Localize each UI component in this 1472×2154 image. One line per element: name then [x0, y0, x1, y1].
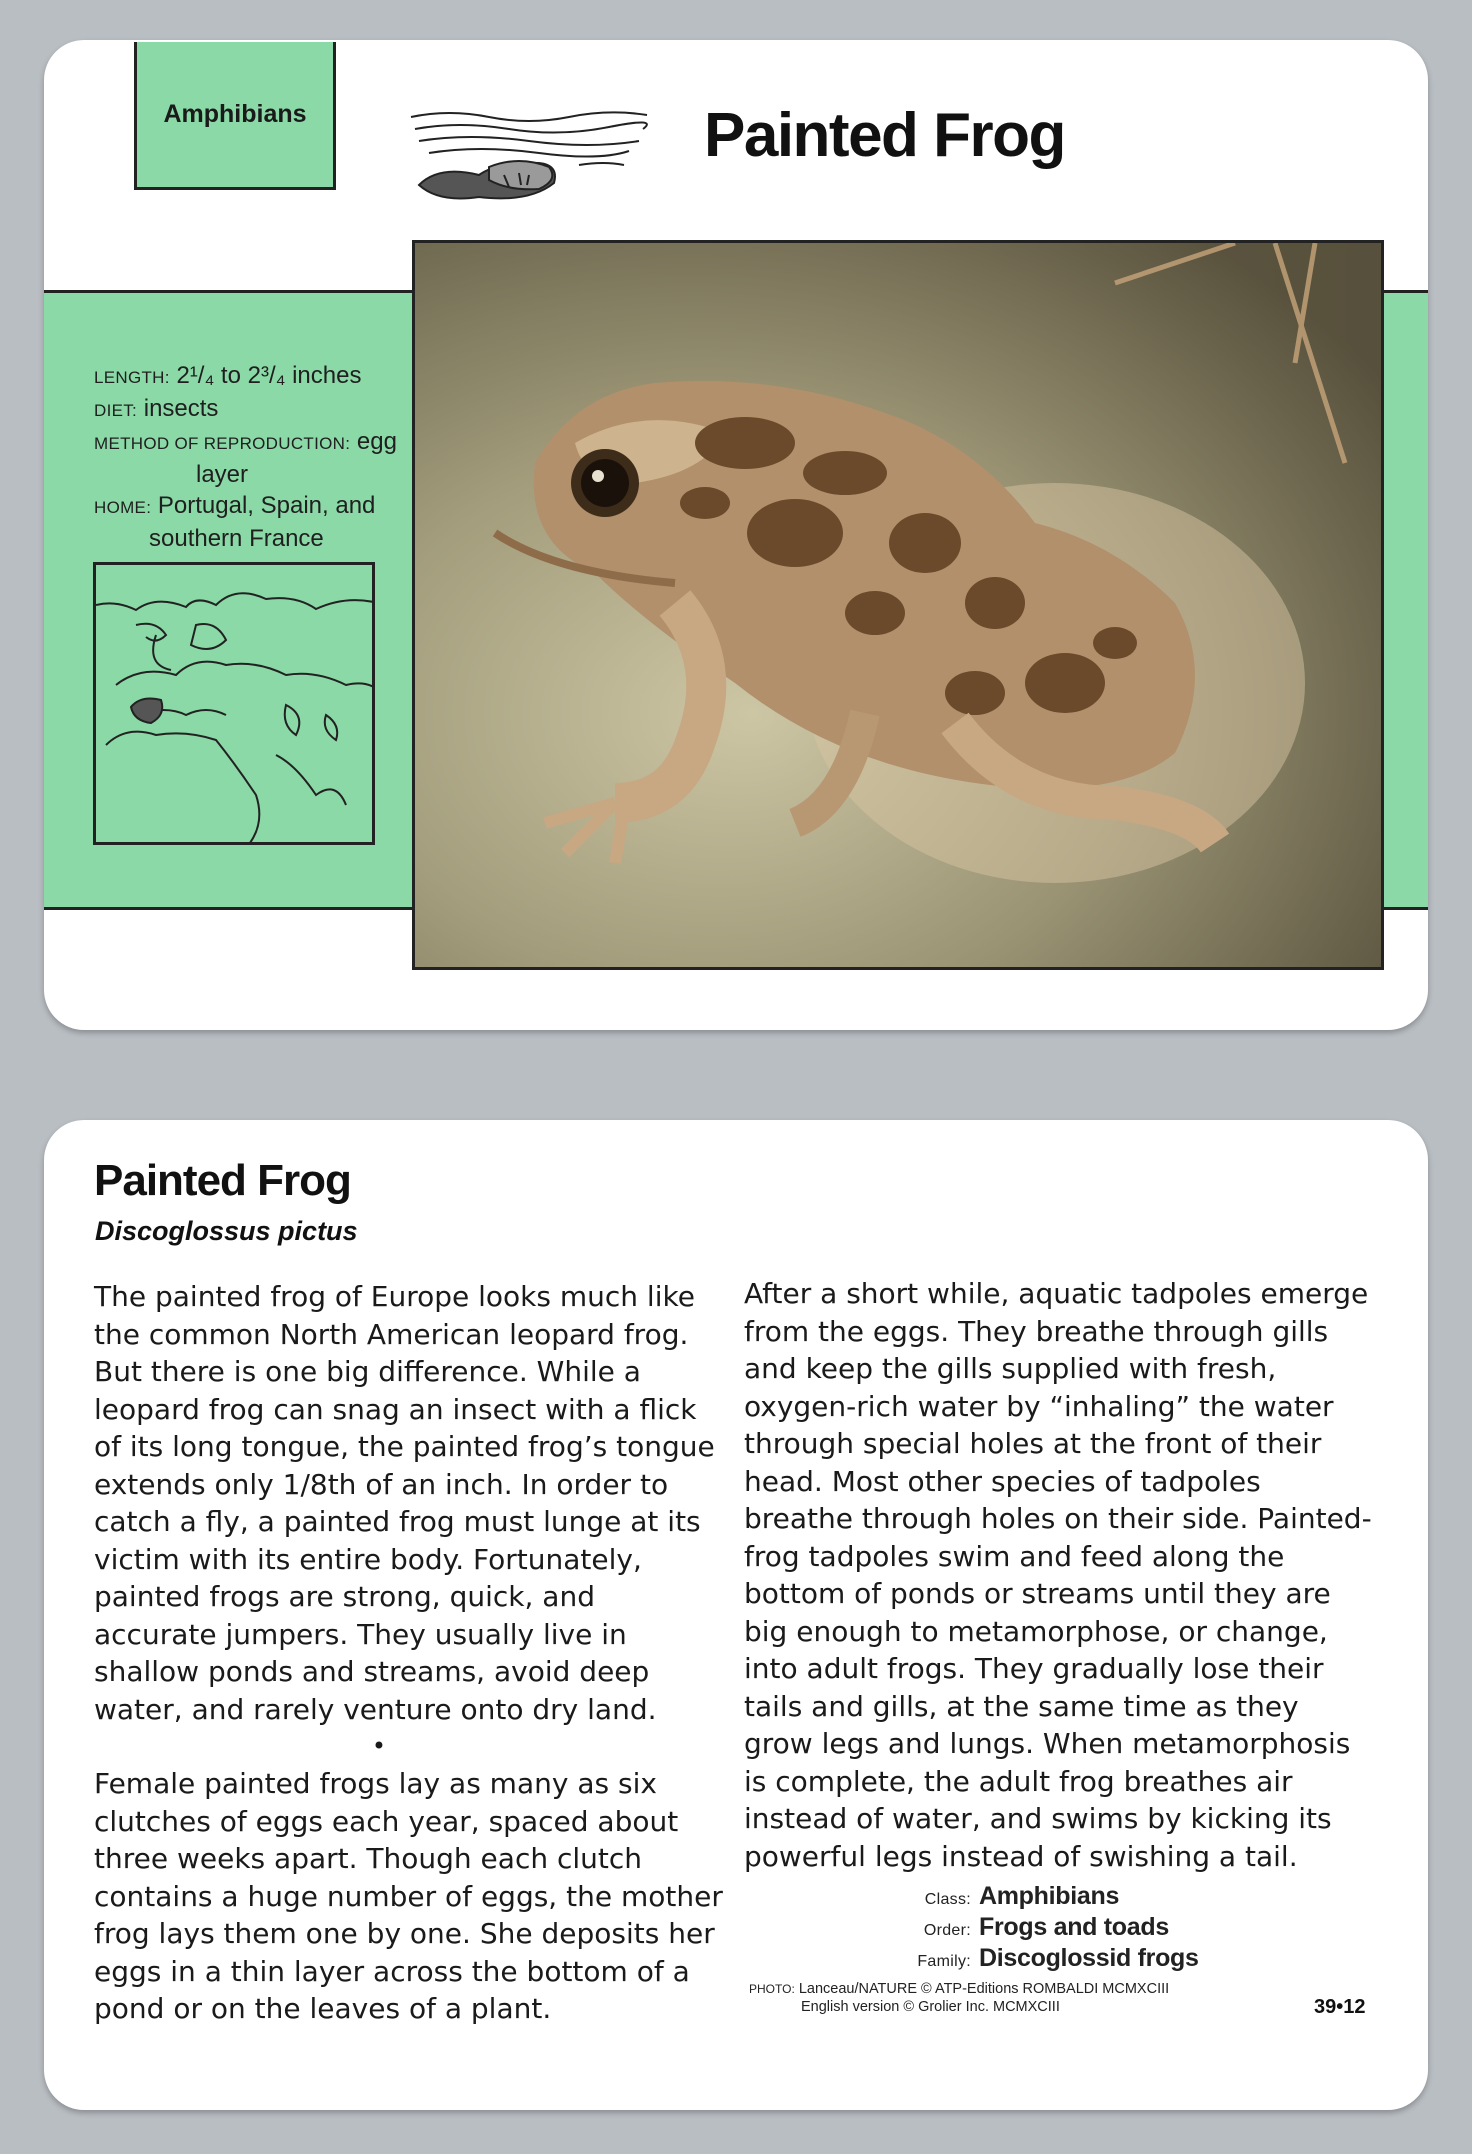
- water-habitat-icon: [409, 105, 649, 215]
- card-front: [44, 40, 1428, 1030]
- scientific-name: Discoglossus pictus: [95, 1216, 358, 1246]
- photo-credit: PHOTO: Lanceau/NATURE © ATP-Editions ROMBALDI MCMXCIII English version © Grolier Inc. MCMXCIII: [749, 1981, 1170, 2015]
- classification: [904, 1882, 1199, 1975]
- length-fact: LENGTH: 2¹/₄ to 2³/₄ inches: [94, 362, 362, 389]
- class-row: Class: Amphibians: [924, 1882, 1120, 1910]
- body-column-left: [94, 1278, 724, 2028]
- card-back: [44, 1120, 1428, 2110]
- card-title: Painted Frog: [704, 101, 1065, 170]
- paragraph-separator: •: [371, 1732, 387, 1760]
- back-title: Painted Frog: [94, 1156, 351, 1205]
- range-map: [93, 562, 375, 845]
- home-fact: HOME: Portugal, Spain, and: [94, 492, 376, 519]
- category-label: Amphibians: [134, 42, 336, 190]
- order-row: Order: Frogs and toads: [923, 1913, 1169, 1941]
- paragraph-2: Female painted frogs lay as many as six clutches of eggs each year, spaced about three weeks apart. Though each clutch contains a huge number of eggs, the mother frog lays them one by one. She deposits her eggs in a thin layer across the bottom of a pond or on the leaves of a plant.: [94, 1767, 723, 2025]
- family-row: Family: Discoglossid frogs: [917, 1944, 1199, 1972]
- facts-block: LENGTH: 2¹/₄ to 2³/₄ inches DIET: insects METHOD OF REPRODUCTION: egg layer HOME: Portugal, Spain, and southern France: [94, 360, 414, 554]
- body-column-right: After a short while, aquatic tadpoles emerge from the eggs. They breathe through gills and keep the gills supplied with fresh, oxygen-rich water by “inhaling” the water through special holes at the front of their head. Most other species of tadpoles breathe through holes on their side. Painted- frog tadpoles swim and feed along the bottom of ponds or streams until they are big enough to metamorphose, or change, into adult frogs. They gradually lose their tails and gills, at the same time as they grow legs and lungs. When metamorphosis is complete, the adult frog breathes air instead of water, and swims by kicking its powerful legs instead of swishing a tail.: [744, 1277, 1372, 1873]
- diet-fact: DIET: insects: [94, 395, 219, 422]
- paragraph-1: The painted frog of Europe looks much like the common North American leopard frog. But there is one big difference. While a leopard frog can snag an insect with a flick of its long tongue, the painted frog’s tongue extends only 1/8th of an inch. In order to catch a fly, a painted frog must lunge at its victim with its entire body. Fortunately, painted frogs are strong, quick, and accurate jumpers. They usually live in shallow ponds and streams, avoid deep water, and rarely venture onto dry land.: [94, 1280, 715, 1726]
- reproduction-fact: METHOD OF REPRODUCTION: egg: [94, 428, 397, 455]
- frog-photo: [412, 240, 1384, 970]
- card-number: 39•12: [1314, 1996, 1366, 2018]
